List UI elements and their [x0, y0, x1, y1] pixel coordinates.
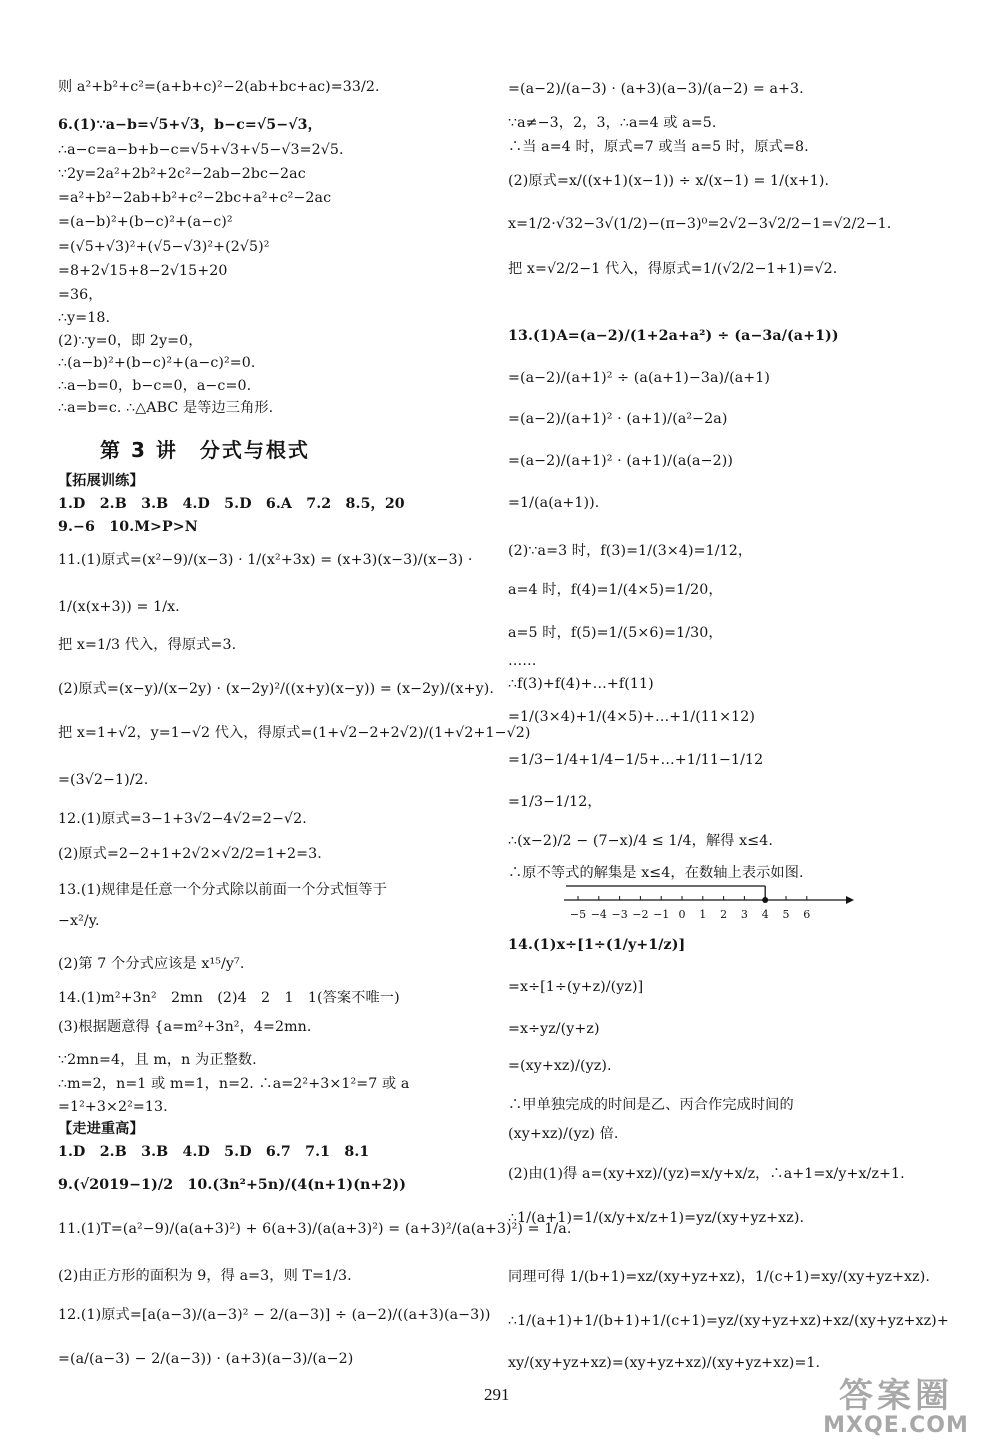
text-line: xy/(xy+yz+xz)=(xy+yz+xz)/(xy+yz+xz)=1.	[508, 1355, 821, 1371]
text-line: 把 x=√2/2−1 代入，得原式=1/(√2/2−1+1)=√2.	[508, 261, 838, 277]
text-line: ∴当 a=4 时，原式=7 或当 a=5 时，原式=8.	[508, 139, 809, 155]
text-line: 11.(1)T=(a²−9)/(a(a+3)²) + 6(a+3)/(a(a+3)²) = (a+3)²/(a(a+3)²) = 1/a.	[58, 1221, 572, 1237]
text-line: ∴m=2，n=1 或 m=1，n=2. ∴a=2²+3×1²=7 或 a	[58, 1076, 410, 1092]
answer-13-line: 13.(1)A=(a−2)/(1+2a+a²) ÷ (a−3a/(a+1))	[508, 328, 839, 344]
text-line: =(3√2−1)/2.	[58, 772, 149, 788]
text-line: ∵a≠−3，2，3，∴a=4 或 a=5.	[508, 115, 717, 131]
text-line: =1/(3×4)+1/(4×5)+…+1/(11×12)	[508, 709, 756, 725]
text-line: =(a−2)/(a+1)² · (a+1)/(a²−2a)	[508, 411, 728, 427]
text-line: 同理可得 1/(b+1)=xz/(xy+yz+xz)，1/(c+1)=xy/(xy+yz+xz).	[508, 1269, 930, 1285]
number-line-tick-label: −3	[611, 908, 628, 921]
page-number: 291	[484, 1385, 510, 1404]
text-line: 则 a²+b²+c²=(a+b+c)²−2(ab+bc+ac)=33/2.	[58, 79, 380, 95]
text-line: =x÷[1÷(y+z)/(yz)]	[508, 979, 644, 995]
text-line: (2)由正方形的面积为 9，得 a=3，则 T=1/3.	[58, 1268, 352, 1284]
text-line: (2)第 7 个分式应该是 x¹⁵/y⁷.	[58, 956, 245, 972]
watermark	[800, 1378, 992, 1438]
text-line: (2)∵y=0，即 2y=0，	[58, 333, 203, 349]
number-line-tick-label: −5	[569, 908, 587, 921]
number-line-tick-label: −1	[653, 908, 670, 921]
text-line: =1/3−1/12，	[508, 794, 602, 810]
text-line: −x²/y.	[58, 913, 100, 929]
subsection-heading: 【走进重高】	[58, 1121, 144, 1137]
text-line: 13.(1)规律是任意一个分式除以前面一个分式恒等于	[58, 882, 388, 898]
text-line: =(a−2)/(a+1)² ÷ (a(a+1)−3a)/(a+1)	[508, 370, 771, 386]
text-line: =(a−b)²+(b−c)²+(a−c)²	[58, 214, 233, 230]
text-line: (2)原式=x/((x+1)(x−1)) ÷ x/(x−1) = 1/(x+1).	[508, 173, 830, 189]
text-line: =(xy+xz)/(yz).	[508, 1058, 612, 1074]
subsection-heading: 【拓展训练】	[58, 473, 144, 489]
watermark-logo-text: 答案圈	[839, 1376, 953, 1416]
text-line: =(a/(a−3) − 2/(a−3)) · (a+3)(a−3)/(a−2)	[58, 1351, 354, 1367]
text-line: ∴(x−2)/2 − (7−x)/4 ≤ 1/4，解得 x≤4.	[508, 833, 773, 849]
text-line: ∴1/(a+1)=1/(x/y+x/z+1)=yz/(xy+yz+xz).	[508, 1210, 805, 1226]
answer-key-line: 9.−6 10.M>P>N	[58, 519, 198, 535]
number-line-tick-label: 2	[720, 908, 728, 921]
text-line: ∵2y=2a²+2b²+2c²−2ab−2bc−2ac	[58, 166, 306, 182]
text-line: =1/3−1/4+1/4−1/5+…+1/11−1/12	[508, 752, 764, 768]
text-line: =1/(a(a+1)).	[508, 495, 600, 511]
answer-14-line: 14.(1)x÷[1÷(1/y+1/z)]	[508, 937, 686, 953]
solution-endpoint	[762, 897, 768, 903]
number-line-tick-label: 1	[699, 908, 707, 921]
text-line: ∴a=b=c. ∴△ABC 是等边三角形.	[58, 400, 274, 416]
text-line: a=5 时，f(5)=1/(5×6)=1/30，	[508, 625, 723, 641]
text-line: ∵2mn=4，且 m，n 为正整数.	[58, 1052, 257, 1068]
number-line-tick-label: −2	[632, 908, 649, 921]
answer-key-line: 1.D 2.B 3.B 4.D 5.D 6.7 7.1 8.1	[58, 1144, 370, 1160]
number-line-tick-label: 0	[678, 908, 686, 921]
text-line: ∴1/(a+1)+1/(b+1)+1/(c+1)=yz/(xy+yz+xz)+xz/(xy+yz+xz)+	[508, 1313, 949, 1329]
text-line: ∴(a−b)²+(b−c)²+(a−c)²=0.	[58, 355, 256, 371]
text-line: =x÷yz/(y+z)	[508, 1021, 600, 1037]
number-line-tick-label: 3	[740, 908, 748, 921]
text-line: (xy+xz)/(yz) 倍.	[508, 1126, 619, 1142]
text-line: =1²+3×2²=13.	[58, 1099, 168, 1115]
answer-6-line: 6.(1)∵a−b=√5+√3，b−c=√5−√3，	[58, 117, 322, 133]
text-line: 12.(1)原式=[a(a−3)/(a−3)² − 2/(a−3)] ÷ (a−2)/((a+3)(a−3))	[58, 1307, 491, 1323]
text-line: =(a−2)/(a+1)² · (a+1)/(a(a−2))	[508, 453, 733, 469]
text-line: ∴甲单独完成的时间是乙、丙合作完成时间的	[508, 1097, 794, 1113]
number-line-tick-label: 4	[761, 908, 769, 921]
text-line: ∴y=18.	[58, 310, 111, 326]
text-line: =8+2√15+8−2√15+20	[58, 263, 228, 279]
text-line: 12.(1)原式=3−1+3√2−4√2=2−√2.	[58, 811, 307, 827]
text-line: (2)原式=(x−y)/(x−2y) · (x−2y)²/((x+y)(x−y)) = (x−2y)/(x+y).	[58, 681, 495, 697]
text-line: 11.(1)原式=(x²−9)/(x−3) · 1/(x²+3x) = (x+3)(x−3)/(x−3) ·	[58, 552, 473, 568]
text-line: (2)∵a=3 时，f(3)=1/(3×4)=1/12，	[508, 543, 753, 559]
text-line: =a²+b²−2ab+b²+c²−2bc+a²+c²−2ac	[58, 190, 332, 206]
number-line-figure	[564, 880, 854, 928]
text-line: 14.(1)m²+3n² 2mn (2)4 2 1 1(答案不唯一)	[58, 990, 400, 1006]
number-line-tick-label: 5	[782, 908, 790, 921]
text-line: (3)根据题意得 {a=m²+3n²，4=2mn.	[58, 1019, 312, 1035]
text-line: 1/(x(x+3)) = 1/x.	[58, 599, 180, 615]
watermark-url: MXQE.COM	[823, 1413, 969, 1438]
text-line: x=1/2·√32−3√(1/2)−(π−3)⁰=2√2−3√2/2−1=√2/2−1.	[508, 216, 892, 232]
text-line: ……	[508, 653, 537, 669]
text-line: ∴f(3)+f(4)+…+f(11)	[508, 676, 654, 692]
number-line-arrow	[846, 896, 854, 904]
text-line: (2)由(1)得 a=(xy+xz)/(yz)=x/y+x/z，∴a+1=x/y+x/z+1.	[508, 1166, 905, 1182]
section-title: 第 3 讲 分式与根式	[100, 438, 310, 462]
text-line: =36，	[58, 287, 103, 303]
text-line: 把 x=1/3 代入，得原式=3.	[58, 637, 237, 653]
text-line: 把 x=1+√2，y=1−√2 代入，得原式=(1+√2−2+2√2)/(1+√2+1−√2)	[58, 725, 531, 741]
number-line-tick-label: 6	[803, 908, 811, 921]
text-line: ∴a−b=0，b−c=0，a−c=0.	[58, 378, 252, 394]
text-line: =(√5+√3)²+(√5−√3)²+(2√5)²	[58, 239, 270, 255]
text-line: ∴a−c=a−b+b−c=√5+√3+√5−√3=2√5.	[58, 142, 344, 158]
text-line: (2)原式=2−2+1+2√2×√2/2=1+2=3.	[58, 846, 322, 862]
answer-key-line: 1.D 2.B 3.B 4.D 5.D 6.A 7.2 8.5，20	[58, 496, 405, 512]
text-line: ∴原不等式的解集是 x≤4，在数轴上表示如图.	[508, 865, 804, 881]
number-line-tick-label: −4	[590, 908, 607, 921]
text-line: a=4 时，f(4)=1/(4×5)=1/20，	[508, 582, 723, 598]
text-line: =(a−2)/(a−3) · (a+3)(a−3)/(a−2) = a+3.	[508, 81, 804, 97]
answer-key-line: 9.(√2019−1)/2 10.(3n²+5n)/(4(n+1)(n+2))	[58, 1177, 407, 1193]
